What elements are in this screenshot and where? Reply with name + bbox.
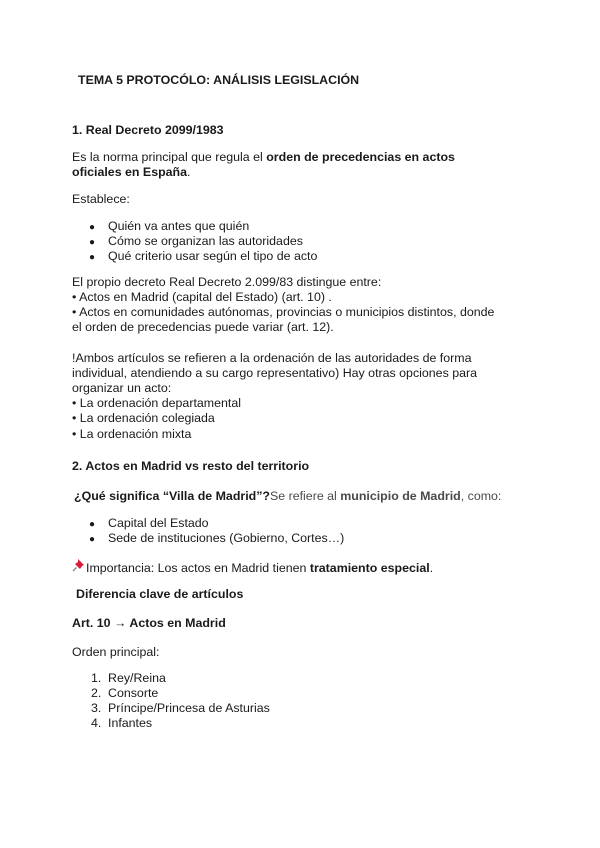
s2-question-line xyxy=(74,489,501,505)
s1-establece: Establece: xyxy=(72,192,130,206)
pushpin-icon xyxy=(72,558,86,577)
orden-list-item: Consorte xyxy=(108,686,159,700)
bullet-icon: ● xyxy=(89,252,96,263)
s1-paragraph-line-1 xyxy=(72,150,455,166)
s2-list-item: Capital del Estado xyxy=(108,516,209,530)
s1-p1-bold: orden de precedencias en actos xyxy=(266,150,455,164)
bullet-icon: ● xyxy=(89,222,96,233)
s1-p3-line: organizar un acto: xyxy=(72,381,172,395)
s2-importance-period: . xyxy=(429,561,434,575)
orden-list-item: Rey/Reina xyxy=(108,671,166,685)
s1-p2-line: • Actos en comunidades autónomas, provincias o municipios distintos, donde xyxy=(72,305,495,319)
s1-p3-line: !Ambos artículos se refieren a la ordenación de las autoridades de forma xyxy=(72,351,472,365)
s1-p3-line: • La ordenación departamental xyxy=(72,396,241,410)
s2-list-item: Sede de instituciones (Gobierno, Cortes…) xyxy=(108,531,345,545)
s2-importance-text: Importancia: Los actos en Madrid tienen xyxy=(86,561,310,575)
s1-list-item: Quién va antes que quién xyxy=(108,219,250,233)
s1-p2-line: El propio decreto Real Decreto 2.099/83 distingue entre: xyxy=(72,275,382,289)
orden-label: Orden principal: xyxy=(72,645,160,659)
bullet-icon: ● xyxy=(89,237,96,248)
orden-list-item: Príncipe/Princesa de Asturias xyxy=(108,701,270,715)
section-1-heading: 1. Real Decreto 2099/1983 xyxy=(72,123,224,137)
s1-p1-period: . xyxy=(187,165,191,179)
s1-p3-line: • La ordenación colegiada xyxy=(72,411,215,425)
s2-importance-line xyxy=(72,558,433,577)
art10-heading: Art. 10 → Actos en Madrid xyxy=(72,616,226,630)
s1-p3-line: individual, atendiendo a su cargo representativo) Hay otras opciones para xyxy=(72,366,478,380)
s1-list-item: Cómo se organizan las autoridades xyxy=(108,234,303,248)
section-2-heading: 2. Actos en Madrid vs resto del territorio xyxy=(72,459,310,473)
s1-p2-line: • Actos en Madrid (capital del Estado) (art. 10) . xyxy=(72,290,332,304)
orden-list-item: Infantes xyxy=(108,716,153,730)
doc-title: TEMA 5 PROTOCÓLO: ANÁLISIS LEGISLACIÓN xyxy=(78,73,360,87)
list-number: 1. xyxy=(91,671,102,685)
s2-question: ¿Qué significa “Villa de Madrid”? xyxy=(74,489,270,503)
s2-importance-bold: tratamiento especial xyxy=(309,561,430,575)
bullet-icon: ● xyxy=(89,519,96,530)
bullet-icon: ● xyxy=(89,534,96,545)
s1-p2-line: el orden de precedencias puede variar (art. 12). xyxy=(72,320,334,334)
s1-paragraph-line-2 xyxy=(72,165,190,181)
s2-difference-heading: Diferencia clave de artículos xyxy=(76,587,244,601)
s1-p3-line: • La ordenación mixta xyxy=(72,427,192,441)
s2-question-end: , como: xyxy=(460,489,502,503)
s2-question-bold: municipio de Madrid xyxy=(340,489,461,503)
list-number: 2. xyxy=(91,686,102,700)
list-number: 3. xyxy=(91,701,102,715)
s1-p1-bold-2: oficiales en España xyxy=(72,165,188,179)
s1-list-item: Qué criterio usar según el tipo de acto xyxy=(108,249,318,263)
list-number: 4. xyxy=(91,716,102,730)
s2-question-text: Se refiere al xyxy=(270,489,341,503)
s1-p1-text: Es la norma principal que regula el xyxy=(72,150,267,164)
